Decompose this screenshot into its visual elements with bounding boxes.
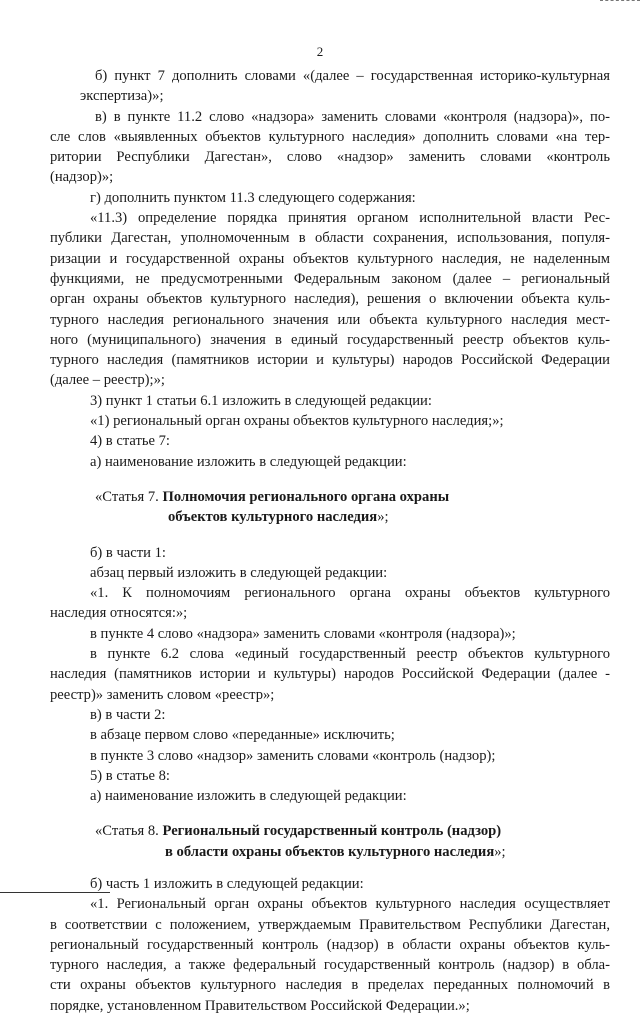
- text-line: орган охраны объектов культурного наследия), решения о включении объекта куль-: [50, 291, 610, 308]
- text-line: ного (муниципального) значения в единый государственный реестр объектов куль-: [50, 331, 610, 348]
- text-line: ризации и государственной охраны объектов культурного наследия, не наделенным: [50, 250, 610, 267]
- text-line: публики Дагестан, уполномоченным в области сохранения, использования, популя-: [50, 230, 610, 247]
- article-7-title-line1: Полномочия регионального органа охраны: [162, 488, 450, 505]
- text-line: а) наименование изложить в следующей редакции:: [90, 788, 407, 805]
- spacer: [80, 806, 610, 821]
- spacer: [80, 862, 610, 874]
- text-line: в абзаце первом слово «переданные» исключить;: [90, 727, 395, 744]
- text-line: сле слов «выявленных объектов культурного наследия» дополнить словами «на тер-: [50, 128, 610, 145]
- text-line: порядке, установленном Правительством Российской Федерации.»;: [50, 997, 470, 1014]
- spacer: [80, 472, 610, 487]
- text-line: 3) пункт 1 статьи 6.1 изложить в следующей редакции:: [90, 392, 432, 409]
- text-line: турного наследия, а также федеральный государственный контроль (надзор) в обла-: [50, 957, 610, 974]
- article-8-heading: [80, 821, 610, 841]
- text-line: б) часть 1 изложить в следующей редакции:: [90, 875, 364, 892]
- article-8-heading-line2: [80, 842, 610, 862]
- spacer: [80, 528, 610, 543]
- text-line: (надзор)»;: [50, 169, 114, 186]
- text-line: наследия относятся:»;: [50, 605, 188, 622]
- text-line: наследия (памятников истории и культуры) народов Российской Федерации (далее -: [50, 666, 610, 683]
- text-line: в соответствии с положением, утверждаемым Правительством Республики Дагестан,: [50, 916, 610, 933]
- text-line: 4) в статье 7:: [90, 433, 170, 450]
- text-line: ритории Республики Дагестан», слово «надзор» заменить словами «контроль: [50, 149, 610, 166]
- text-line: экспертиза)»;: [80, 88, 164, 105]
- article-8-suffix: »;: [494, 843, 506, 860]
- article-8-title-line1: Региональный государственный контроль (надзор): [162, 823, 502, 840]
- article-7-prefix: «Статья 7.: [95, 488, 163, 505]
- text-line: в пункте 4 слово «надзора» заменить словами «контроля (надзора)»;: [90, 625, 516, 642]
- document-body: [50, 66, 610, 1016]
- text-line: сти охраны объектов культурного наследия в пределах переданных полномочий в: [50, 977, 610, 994]
- scan-bottom-line: [0, 892, 110, 893]
- text-line: 5) в статье 8:: [90, 767, 170, 784]
- text-line: г) дополнить пунктом 11.3 следующего содержания:: [90, 189, 416, 206]
- text-line: б) в части 1:: [90, 544, 166, 561]
- article-8-title-line2: в области охраны объектов культурного наследия: [165, 843, 495, 860]
- text-line: «1. Региональный орган охраны объектов культурного наследия осуществляет: [90, 896, 610, 913]
- text-line: а) наименование изложить в следующей редакции:: [90, 453, 407, 470]
- text-line: «1) региональный орган охраны объектов культурного наследия;»;: [90, 413, 504, 430]
- text-line: реестр)» заменить словом «реестр»;: [50, 686, 275, 703]
- scan-corner-mark: [600, 0, 640, 4]
- text-line: «1. К полномочиям регионального органа охраны объектов культурного: [90, 585, 610, 602]
- text-line: региональный государственный контроль (надзор) в области охраны объектов куль-: [50, 936, 610, 953]
- text-line: в) в пункте 11.2 слово «надзора» заменить словами «контроля (надзора)», по-: [95, 108, 610, 125]
- article-7-title-line2: объектов культурного наследия: [168, 509, 378, 526]
- text-line: турного наследия (памятников истории и культуры) народов Российской Федерации: [50, 352, 610, 369]
- text-line: в пункте 3 слово «надзор» заменить словами «контроль (надзор);: [90, 747, 496, 764]
- text-line: (далее – реестр);»;: [50, 372, 165, 389]
- text-line: в) в части 2:: [90, 706, 166, 723]
- article-7-heading: [80, 487, 610, 507]
- text-line: б) пункт 7 дополнить словами «(далее – государственная историко-культурная: [95, 68, 610, 84]
- article-7-suffix: »;: [377, 509, 389, 526]
- text-line: «11.3) определение порядка принятия органом исполнительной власти Рес-: [90, 210, 610, 227]
- text-line: в пункте 6.2 слова «единый государственный реестр объектов культурного: [90, 646, 610, 663]
- text-line: функциями, не предусмотренными Федеральным законом (далее – региональный: [50, 270, 610, 287]
- text-line: абзац первый изложить в следующей редакции:: [90, 564, 388, 581]
- article-8-prefix: «Статья 8.: [95, 823, 163, 840]
- article-7-heading-line2: [80, 507, 610, 527]
- page-number: 2: [316, 44, 324, 59]
- text-line: турного наследия регионального значения или объекта культурного наследия мест-: [50, 311, 610, 328]
